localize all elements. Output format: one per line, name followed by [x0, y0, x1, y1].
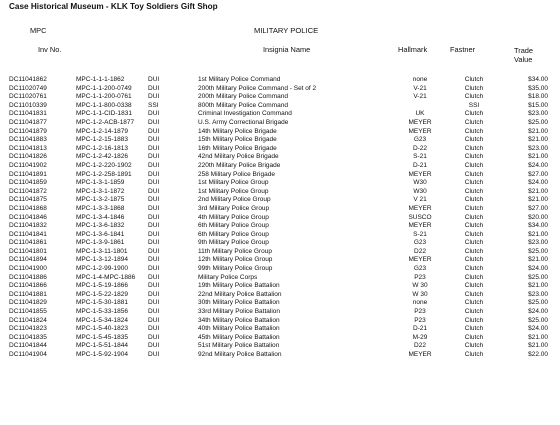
fastner-cell: Clutch	[464, 84, 484, 92]
inventory-table	[0, 76, 560, 360]
mpc-code-cell: MPC-1-3-4-1846	[76, 213, 125, 221]
table-row	[0, 291, 560, 300]
inv-no-cell: DC11041902	[9, 161, 47, 169]
type-cell: DUI	[148, 136, 160, 144]
inv-no-cell: DC11041841	[9, 230, 47, 238]
table-row	[0, 334, 560, 343]
hallmark-cell: none	[412, 299, 428, 307]
hallmark-cell: G23	[413, 239, 427, 247]
mpc-code-cell: MPC-1-1-200-0749	[76, 84, 132, 92]
type-cell: DUI	[148, 110, 160, 118]
inv-no-cell: DC11041813	[9, 144, 47, 152]
fastner-cell: SSI	[468, 101, 480, 109]
trade-value-cell: $21.00	[528, 333, 548, 341]
table-row	[0, 179, 560, 188]
mpc-code-cell: MPC-1-2-16-1813	[76, 144, 129, 152]
type-cell: DUI	[148, 247, 160, 255]
fastner-cell: Clutch	[464, 273, 484, 281]
inv-no-cell: DC11041881	[9, 290, 47, 298]
fastner-cell: Clutch	[464, 144, 484, 152]
insignia-name-cell: 1st Military Police Command	[198, 76, 281, 83]
fastner-cell: Clutch	[464, 93, 484, 101]
fastner-cell: Clutch	[464, 213, 484, 221]
table-row	[0, 145, 560, 154]
fastner-cell: Clutch	[464, 316, 484, 324]
page-title: Case Historical Museum - KLK Toy Soldiers Gift Shop	[9, 2, 218, 11]
trade-value-cell: $35.00	[528, 84, 548, 92]
table-row	[0, 248, 560, 257]
fastner-cell: Clutch	[464, 299, 484, 307]
mpc-code-cell: MPC-1-3-11-1801	[76, 247, 128, 255]
table-row	[0, 136, 560, 145]
table-row	[0, 222, 560, 231]
inv-no-cell: DC11020749	[9, 84, 47, 92]
table-row	[0, 239, 560, 248]
insignia-name-cell: 16th Military Police Brigade	[198, 144, 277, 152]
insignia-name-cell: 1st Military Police Group	[198, 187, 269, 195]
mpc-code-cell: MPC-1-2-258-1891	[76, 170, 132, 178]
table-row	[0, 119, 560, 128]
type-cell: DUI	[148, 239, 160, 247]
fastner-cell: Clutch	[464, 222, 484, 230]
insignia-name-cell: 2nd Military Police Group	[198, 196, 271, 204]
fastner-cell: Clutch	[464, 127, 484, 135]
trade-value-cell: $21.00	[528, 342, 548, 350]
mpc-code-cell: MPC-1-1-1-1862	[76, 76, 125, 83]
type-cell: DUI	[148, 196, 160, 204]
hallmark-cell: D22	[414, 247, 426, 255]
type-cell: DUI	[148, 316, 160, 324]
table-row	[0, 196, 560, 205]
table-row	[0, 299, 560, 308]
inv-no-cell: DC11041859	[9, 179, 47, 187]
fastner-cell: Clutch	[464, 187, 484, 195]
inv-no-cell: DC11041831	[9, 110, 47, 118]
mpc-code-cell: MPC-1-3-6-1841	[76, 230, 125, 238]
section-title: MILITARY POLICE	[254, 26, 319, 35]
fastner-cell: Clutch	[464, 333, 484, 341]
inv-no-cell: DC11041823	[9, 325, 47, 333]
inv-no-cell: DC11041872	[9, 187, 47, 195]
mpc-code-cell: MPC-1-3-1-1859	[76, 179, 125, 187]
table-row	[0, 282, 560, 291]
mpc-code-cell: MPC-1-2-15-1883	[76, 136, 129, 144]
mpc-code-cell: MPC-1-5-34-1824	[76, 316, 129, 324]
inv-no-cell: DC11041904	[9, 351, 47, 358]
hallmark-cell: none	[412, 76, 428, 83]
inv-no-cell: DC11041886	[9, 273, 47, 281]
inv-no-cell: DC11041829	[9, 299, 47, 307]
inv-no-cell: DC11041879	[9, 127, 47, 135]
hallmark-cell: UK	[415, 110, 425, 118]
trade-value-cell: $25.00	[528, 247, 548, 255]
table-row	[0, 231, 560, 240]
inv-no-cell: DC11041875	[9, 196, 47, 204]
type-cell: DUI	[148, 222, 160, 230]
column-header-insignia-name: Insignia Name	[263, 45, 311, 54]
table-row	[0, 153, 560, 162]
mpc-code-cell: MPC-1-3-1-1872	[76, 187, 125, 195]
hallmark-cell: D-22	[412, 144, 428, 152]
hallmark-cell: W 30	[412, 290, 428, 298]
type-cell: DUI	[148, 351, 160, 358]
insignia-name-cell: 6th Military Police Group	[198, 222, 269, 230]
mpc-code-cell: MPC-1-5-92-1904	[76, 351, 129, 358]
insignia-name-cell: 30th Military Police Battalion	[198, 299, 280, 307]
column-header-fastner: Fastner	[450, 45, 476, 54]
insignia-name-cell: 3rd Military Police Group	[198, 204, 270, 212]
inv-no-cell: DC11041883	[9, 136, 47, 144]
fastner-cell: Clutch	[464, 230, 484, 238]
trade-value-cell: $21.00	[528, 127, 548, 135]
insignia-name-cell: 33rd Military Police Battalion	[198, 308, 281, 316]
table-row	[0, 76, 560, 85]
insignia-name-cell: 34th Military Police Battalion	[198, 316, 280, 324]
trade-value-cell: $21.00	[528, 230, 548, 238]
inv-no-cell: DC11041861	[9, 239, 47, 247]
insignia-name-cell: Military Police Corps	[198, 273, 258, 281]
inv-no-cell: DC11041835	[9, 333, 47, 341]
table-row	[0, 256, 560, 265]
inv-no-cell: DC11041877	[9, 118, 47, 126]
type-cell: DUI	[148, 273, 160, 281]
inv-no-cell: DC11041868	[9, 204, 47, 212]
insignia-name-cell: 14th Military Police Brigade	[198, 127, 277, 135]
type-cell: DUI	[148, 299, 160, 307]
table-row	[0, 205, 560, 214]
table-row	[0, 274, 560, 283]
insignia-name-cell: 15th Military Police Brigade	[198, 136, 277, 144]
mpc-code-cell: MPC-1-2-14-1879	[76, 127, 129, 135]
type-cell: DUI	[148, 118, 160, 126]
type-cell: DUI	[148, 204, 160, 212]
type-cell: DUI	[148, 290, 160, 298]
mpc-code-cell: MPC-1-4-MPC-1886	[76, 273, 136, 281]
mpc-code-cell: MPC-1-5-45-1835	[76, 333, 129, 341]
mpc-code-cell: MPC-1-3-12-1894	[76, 256, 129, 264]
fastner-cell: Clutch	[464, 196, 484, 204]
type-cell: DUI	[148, 170, 160, 178]
insignia-name-cell: 22nd Military Police Battalion	[198, 290, 282, 298]
fastner-cell: Clutch	[464, 118, 484, 126]
inv-no-cell: DC11020761	[9, 93, 47, 101]
insignia-name-cell: 40th Military Police Battalion	[198, 325, 280, 333]
hallmark-cell: W30	[413, 187, 427, 195]
type-cell: DUI	[148, 213, 160, 221]
trade-value-cell: $27.00	[528, 204, 548, 212]
hallmark-cell: P23	[414, 316, 426, 324]
hallmark-cell: MEYER	[408, 118, 432, 126]
type-cell: DUI	[148, 282, 160, 290]
type-cell: DUI	[148, 230, 160, 238]
hallmark-cell: V-21	[413, 84, 427, 92]
mpc-code-cell: MPC-1-2-99-1900	[76, 265, 129, 273]
table-row	[0, 308, 560, 317]
table-row	[0, 128, 560, 137]
mpc-code-cell: MPC-1-5-40-1823	[76, 325, 129, 333]
mpc-header: MPC	[30, 26, 47, 35]
insignia-name-cell: 220th Military Police Brigade	[198, 161, 281, 169]
fastner-cell: Clutch	[464, 256, 484, 264]
table-row	[0, 188, 560, 197]
table-row	[0, 325, 560, 334]
mpc-code-cell: MPC-1-3-2-1875	[76, 196, 125, 204]
insignia-name-cell: U.S. Army Correctional Brigade	[198, 118, 289, 126]
fastner-cell: Clutch	[464, 351, 484, 358]
fastner-cell: Clutch	[464, 136, 484, 144]
hallmark-cell: G23	[413, 265, 427, 273]
hallmark-cell: P23	[414, 273, 426, 281]
trade-value-cell: $24.00	[528, 179, 548, 187]
trade-value-cell: $25.00	[528, 273, 548, 281]
insignia-name-cell: 800th Military Police Command	[198, 101, 288, 109]
hallmark-cell: S-21	[413, 230, 427, 238]
table-row	[0, 162, 560, 171]
trade-value-cell: $23.00	[528, 144, 548, 152]
mpc-code-cell: MPC-1-5-19-1866	[76, 282, 129, 290]
table-row	[0, 171, 560, 180]
insignia-name-cell: 6th Military Police Group	[198, 230, 269, 238]
type-cell: DUI	[148, 333, 160, 341]
table-row	[0, 265, 560, 274]
insignia-name-cell: 200th Military Police Command - Set of 2	[198, 84, 317, 92]
table-row	[0, 351, 560, 360]
type-cell: DUI	[148, 325, 160, 333]
fastner-cell: Clutch	[464, 308, 484, 316]
mpc-code-cell: MPC-1-5-22-1829	[76, 290, 129, 298]
mpc-code-cell: MPC-1-1-CID-1831	[76, 110, 132, 118]
mpc-code-cell: MPC-1-5-33-1856	[76, 308, 129, 316]
mpc-code-cell: MPC-1-3-6-1832	[76, 222, 125, 230]
mpc-code-cell: MPC-1-3-3-1868	[76, 204, 125, 212]
type-cell: DUI	[148, 76, 160, 83]
mpc-code-cell: MPC-1-3-9-1861	[76, 239, 125, 247]
fastner-cell: Clutch	[464, 325, 484, 333]
hallmark-cell: D22	[414, 342, 426, 350]
hallmark-cell: MEYER	[408, 222, 432, 230]
trade-value-cell: $23.00	[528, 110, 548, 118]
hallmark-cell: P23	[414, 308, 426, 316]
insignia-name-cell: 51st Military Police Battalion	[198, 342, 280, 350]
inv-no-cell: DC11041900	[9, 265, 47, 273]
table-row	[0, 110, 560, 119]
type-cell: DUI	[148, 187, 160, 195]
inv-no-cell: DC11010339	[9, 101, 47, 109]
fastner-cell: Clutch	[464, 247, 484, 255]
insignia-name-cell: 92nd Military Police Battalion	[198, 351, 282, 358]
hallmark-cell: V 21	[413, 196, 427, 204]
trade-value-cell: $24.00	[528, 308, 548, 316]
trade-value-cell: $34.00	[528, 76, 548, 83]
type-cell: DUI	[148, 153, 160, 161]
table-row	[0, 342, 560, 351]
type-cell: DUI	[148, 144, 160, 152]
fastner-cell: Clutch	[464, 239, 484, 247]
hallmark-cell: MEYER	[408, 351, 432, 358]
table-row	[0, 85, 560, 94]
trade-value-cell: $18.00	[528, 93, 548, 101]
fastner-cell: Clutch	[464, 290, 484, 298]
fastner-cell: Clutch	[464, 342, 484, 350]
insignia-name-cell: 12th Military Police Group	[198, 256, 273, 264]
inv-no-cell: DC11041824	[9, 316, 47, 324]
inv-no-cell: DC11041891	[9, 170, 47, 178]
type-cell: DUI	[148, 256, 160, 264]
insignia-name-cell: 258 Military Police Brigade	[198, 170, 275, 178]
type-cell: DUI	[148, 127, 160, 135]
insignia-name-cell: 19th Military Police Battalion	[198, 282, 280, 290]
fastner-cell: Clutch	[464, 153, 484, 161]
insignia-name-cell: 99th Military Police Group	[198, 265, 273, 273]
mpc-code-cell: MPC-1-2-220-1902	[76, 161, 132, 169]
type-cell: DUI	[148, 93, 160, 101]
insignia-name-cell: 45th Military Police Battalion	[198, 333, 280, 341]
hallmark-cell: MEYER	[408, 127, 432, 135]
insignia-name-cell: Criminal Investigation Command	[198, 110, 292, 118]
mpc-code-cell: MPC-1-5-30-1881	[76, 299, 129, 307]
trade-value-cell: $24.00	[528, 161, 548, 169]
table-row	[0, 102, 560, 111]
hallmark-cell: V-21	[413, 93, 427, 101]
fastner-cell: Clutch	[464, 282, 484, 290]
mpc-code-cell: MPC-1-5-51-1844	[76, 342, 129, 350]
insignia-name-cell: 1st Military Police Group	[198, 179, 269, 187]
table-row	[0, 214, 560, 223]
inv-no-cell: DC11041826	[9, 153, 47, 161]
trade-value-cell: $24.00	[528, 265, 548, 273]
inv-no-cell: DC11041832	[9, 222, 47, 230]
inv-no-cell: DC11041844	[9, 342, 47, 350]
inv-no-cell: DC11041855	[9, 308, 47, 316]
trade-value-cell: $34.00	[528, 222, 548, 230]
hallmark-cell: S-21	[413, 153, 427, 161]
hallmark-cell: M-29	[412, 333, 428, 341]
hallmark-cell: SUSCO	[408, 213, 432, 221]
inv-no-cell: DC11041801	[9, 247, 47, 255]
hallmark-cell: D-21	[412, 161, 428, 169]
fastner-cell: Clutch	[464, 76, 484, 83]
hallmark-cell: MEYER	[408, 170, 432, 178]
hallmark-cell: D-21	[412, 325, 428, 333]
trade-value-cell: $21.00	[528, 187, 548, 195]
trade-value-cell: $22.00	[528, 351, 548, 358]
mpc-code-cell: MPC-1-1-800-0338	[76, 101, 132, 109]
mpc-code-cell: MPC-1-2-ACB-1877	[76, 118, 135, 126]
trade-value-cell: $25.00	[528, 118, 548, 126]
hallmark-cell: W 30	[412, 282, 428, 290]
insignia-name-cell: 42nd Military Police Brigade	[198, 153, 279, 161]
trade-value-cell: $24.00	[528, 325, 548, 333]
hallmark-cell: W30	[413, 179, 427, 187]
trade-value-cell: $21.00	[528, 256, 548, 264]
type-cell: DUI	[148, 342, 160, 350]
fastner-cell: Clutch	[464, 161, 484, 169]
column-header-hallmark: Hallmark	[398, 45, 428, 54]
fastner-cell: Clutch	[464, 110, 484, 118]
fastner-cell: Clutch	[464, 204, 484, 212]
inv-no-cell: DC11041846	[9, 213, 47, 221]
inv-no-cell: DC11041862	[9, 76, 47, 83]
insignia-name-cell: 9th Military Police Group	[198, 239, 269, 247]
trade-value-cell: $15.00	[528, 101, 548, 109]
type-cell: DUI	[148, 161, 160, 169]
trade-value-cell: $25.00	[528, 299, 548, 307]
insignia-name-cell: 4th Military Police Group	[198, 213, 269, 221]
mpc-code-cell: MPC-1-1-200-0761	[76, 93, 132, 101]
fastner-cell: Clutch	[464, 179, 484, 187]
table-row	[0, 317, 560, 326]
table-row	[0, 93, 560, 102]
hallmark-cell: G23	[413, 136, 427, 144]
trade-value-cell: $21.00	[528, 153, 548, 161]
type-cell: DUI	[148, 179, 160, 187]
fastner-cell: Clutch	[464, 265, 484, 273]
trade-value-cell: $21.00	[528, 136, 548, 144]
trade-value-cell: $20.00	[528, 213, 548, 221]
column-header-inv-no: Inv No.	[38, 45, 62, 54]
trade-value-cell: $25.00	[528, 316, 548, 324]
trade-value-cell: $23.00	[528, 290, 548, 298]
trade-value-cell: $21.00	[528, 196, 548, 204]
insignia-name-cell: 200th Military Police Command	[198, 93, 288, 101]
insignia-name-cell: 11th Military Police Group	[198, 247, 272, 255]
column-header-trade-value: Trade Value	[514, 46, 534, 64]
trade-value-cell: $27.00	[528, 170, 548, 178]
trade-value-cell: $23.00	[528, 239, 548, 247]
inv-no-cell: DC11041866	[9, 282, 47, 290]
hallmark-cell: MEYER	[408, 204, 432, 212]
trade-value-cell: $21.00	[528, 282, 548, 290]
type-cell: DUI	[148, 84, 160, 92]
type-cell: DUI	[148, 265, 160, 273]
type-cell: DUI	[148, 308, 160, 316]
fastner-cell: Clutch	[464, 170, 484, 178]
inv-no-cell: DC11041894	[9, 256, 47, 264]
type-cell: SSI	[148, 101, 159, 109]
mpc-code-cell: MPC-1-2-42-1826	[76, 153, 129, 161]
hallmark-cell: MEYER	[408, 256, 432, 264]
